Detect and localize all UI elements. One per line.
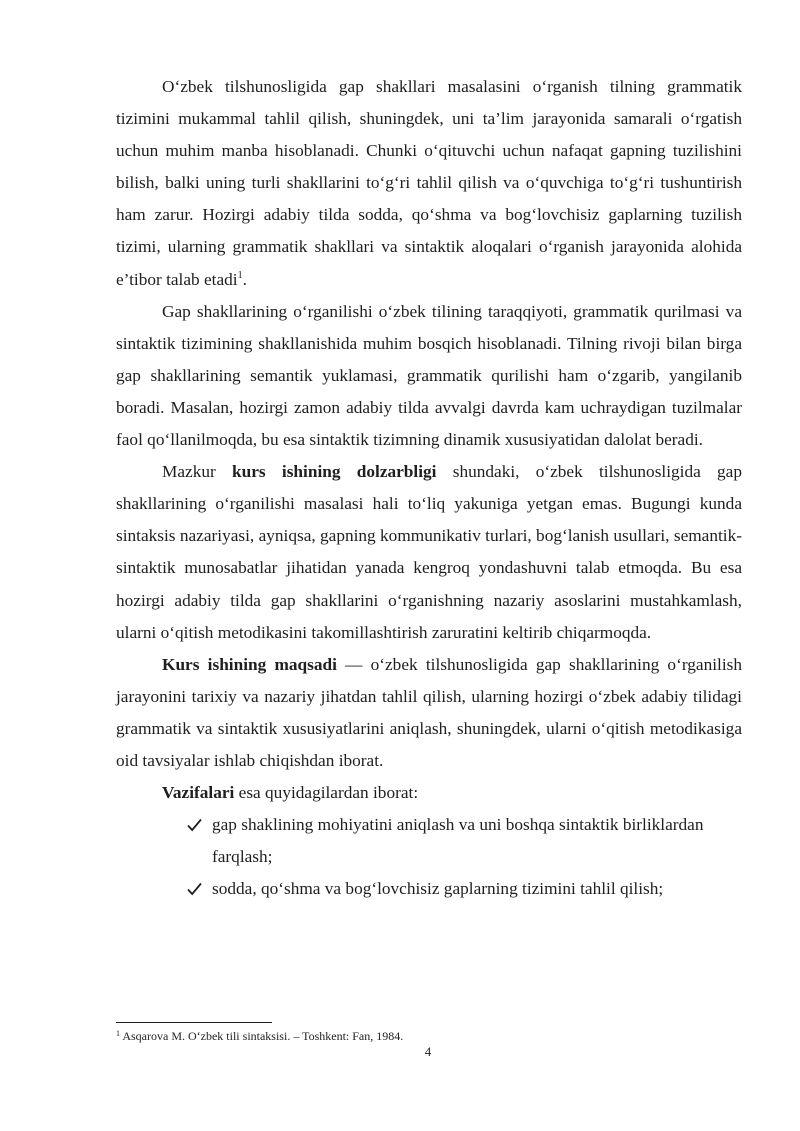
paragraph-tasks-intro-text: esa quyidagilardan iborat:: [234, 783, 419, 803]
page-number: 4: [424, 1044, 432, 1059]
paragraph-goal-text: — o‘zbek tilshunosligida gap shakllarining o‘rganilish jarayonini tarixiy va nazariy jihatdan tahlil qilish, ularning hozirgi o‘zbek adabiy tilidagi grammatik va sintaktik xususiyatlarini aniqlash, shuningdek, ularni o‘qitish metodikasiga oid tavsiyalar ishlab chiqishdan iborat.: [116, 654, 742, 770]
check-mark-icon: [187, 873, 205, 905]
paragraph-development-text: Gap shakllarining o‘rganilishi o‘zbek tilining taraqqiyoti, grammatik qurilmasi va sintaktik tizimining shakllanishida muhim bosqich hisoblanadi. Tilning rivoji bilan birga gap shakllarining semantik yuklamasi, grammatik qurilishi ham o‘zgarib, yangilanib boradi. Masalan, hozirgi zamon adabiy tilda avvalgi davrda kam uchraydigan tuzilmalar faol qo‘llanilmoqda, bu esa sintaktik tizimning dinamik xususiyatidan dalolat beradi.: [116, 301, 742, 450]
task-text: gap shaklining mohiyatini aniqlash va uni boshqa sintaktik birliklardan farqlash;: [212, 815, 704, 867]
paragraph-goal: [116, 649, 742, 777]
footnote-number: 1: [116, 1029, 120, 1038]
footnote-separator: [116, 1022, 272, 1023]
paragraph-relevance-text: shundaki, o‘zbek tilshunosligida gap shakllarining o‘rganilishi masalasi hali to‘liq yakuniga yetgan emas. Bugungi kunda sintaksis nazariyasi, ayniqsa, gapning kommunikativ turlari, bog‘lanish usullari, semantik-sintaktik munosabatlar jihatidan yanada kengroq yondashuvni talab etmoqda. Bu esa hozirgi adabiy tilda gap shakllarini o‘rganishning nazariy asoslarini mustahkamlash, ularni o‘qitish metodikasini takomillashtirish zaruratini keltirib chiqarmoqda.: [116, 462, 742, 642]
list-item: [212, 873, 742, 905]
paragraph-tasks-intro: [116, 777, 742, 809]
footnote-reference[interactable]: 1: [237, 269, 243, 281]
paragraph-intro-end: .: [242, 269, 247, 289]
check-mark-icon: [187, 809, 205, 841]
list-item: [212, 809, 742, 873]
footnote: [116, 1028, 403, 1044]
task-list: [116, 809, 742, 905]
paragraph-relevance-lead: Mazkur: [162, 462, 233, 482]
body-text: [116, 71, 742, 905]
paragraph-development: [116, 296, 742, 456]
goal-heading: Kurs ishining maqsadi: [162, 654, 337, 674]
tasks-heading: Vazifalari: [162, 783, 235, 803]
footnote-text: Asqarova M. O‘zbek tili sintaksisi. – Toshkent: Fan, 1984.: [120, 1029, 404, 1043]
paragraph-relevance: [116, 456, 742, 649]
task-text: sodda, qo‘shma va bog‘lovchisiz gaplarning tizimini tahlil qilish;: [212, 879, 664, 899]
paragraph-intro-text: O‘zbek tilshunosligida gap shakllari masalasini o‘rganish tilning grammatik tizimini mukammal tahlil qilish, shuningdek, uni ta’lim jarayonida samarali o‘rgatish uchun muhim manba hisoblanadi. Chunki o‘qituvchi uchun nafaqat gapning tuzilishini bilish, balki uning turli shakllarini to‘g‘ri tahlil qilish va o‘quvchiga to‘g‘ri tushuntirish ham zarur. Hozirgi adabiy tilda sodda, qo‘shma va bog‘lovchisiz gaplarning tuzilish tizimi, ularning grammatik shakllari va sintaktik aloqalari o‘rganish jarayonida alohida e’tibor talab etadi: [116, 77, 742, 289]
paragraph-intro: [116, 71, 742, 296]
relevance-heading: kurs ishining dolzarbligi: [232, 462, 437, 482]
